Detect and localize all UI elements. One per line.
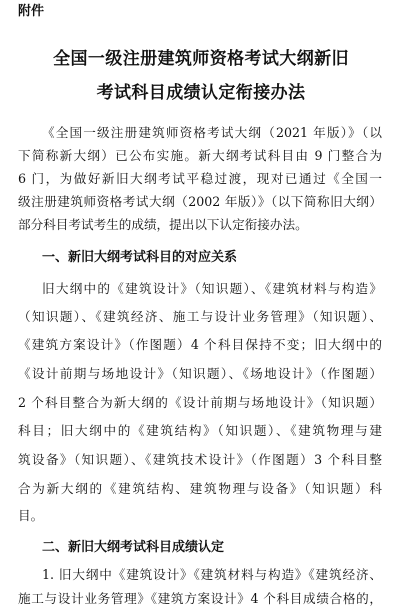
section-1-paragraph-line: 筑设备》（知识题）、《建筑技术设计》（作图题）3 个科目整 <box>18 452 382 467</box>
intro-paragraph-line: 部分科目考试考生的成绩，提出以下认定衔接办法。 <box>18 217 308 232</box>
section-1-paragraph-line: 旧大纲中的《建筑设计》（知识题）、《建筑材料与构造》 <box>42 281 382 296</box>
section-1-paragraph-line: 《设计前期与场地设计》（知识题）、《场地设计》（作图题） <box>18 366 382 381</box>
document-title-line-2: 考试科目成绩认定衔接办法 <box>96 83 306 103</box>
attachment-label: 附件 <box>18 4 45 19</box>
document-title-line-1: 全国一级注册建筑师资格考试大纲新旧 <box>53 49 349 69</box>
intro-paragraph-line: 下简称新大纲）已公布实施。新大纲考试科目由 9 门整合为 <box>18 148 382 163</box>
section-1-paragraph-line: 《建筑方案设计》（作图题）4 个科目保持不变；旧大纲中的 <box>18 337 382 352</box>
intro-paragraph-line: 《全国一级注册建筑师资格考试大纲（2021 年版）》（以 <box>42 125 382 140</box>
intro-paragraph-line: 级注册建筑师资格考试大纲（2002 年版）》（以下简称旧大纲） <box>18 194 382 209</box>
section-2-paragraph-line: 1. 旧大纲中《建筑设计》《建筑材料与构造》《建筑经济、 <box>42 567 382 582</box>
section-1-heading: 一、新旧大纲考试科目的对应关系 <box>42 250 238 265</box>
section-2-paragraph-line: 施工与设计业务管理》《建筑方案设计》4 个科目成绩合格的， <box>18 591 382 606</box>
section-1-paragraph-line: 目。 <box>18 508 44 523</box>
section-1-paragraph-line: 2 个科目整合为新大纲的《设计前期与场地设计》（知识题） <box>18 395 382 410</box>
intro-paragraph-line: 6 门，为做好新旧大纲考试平稳过渡，现对已通过《全国一 <box>18 171 382 186</box>
section-1-paragraph-line: 合为新大纲的《建筑结构、建筑物理与设备》（知识题）科 <box>18 481 382 496</box>
section-1-paragraph-line: 科目；旧大纲中的《建筑结构》（知识题）、《建筑物理与建 <box>18 423 382 438</box>
section-2-heading: 二、新旧大纲考试科目成绩认定 <box>42 540 225 555</box>
section-1-paragraph-line: （知识题）、《建筑经济、施工与设计业务管理》（知识题）、 <box>18 309 382 324</box>
